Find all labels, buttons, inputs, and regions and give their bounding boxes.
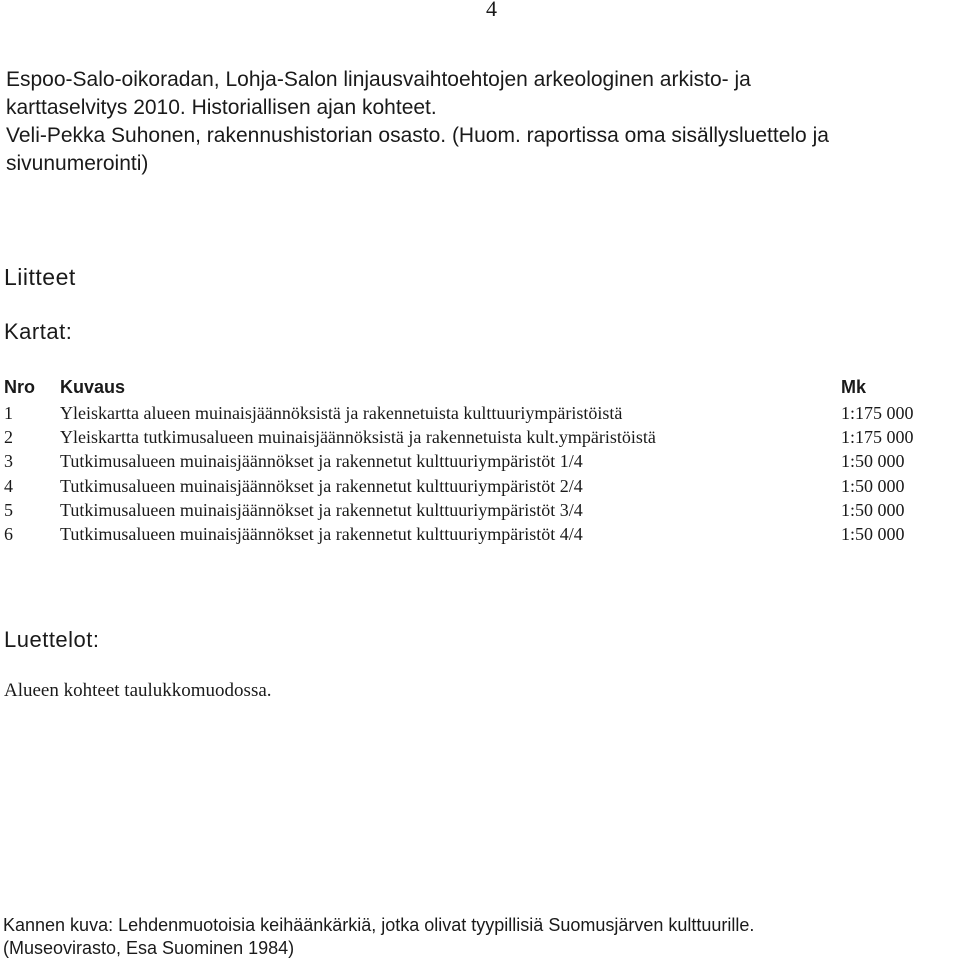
table-row [4, 498, 934, 522]
table-row [4, 450, 934, 474]
table-row [4, 474, 934, 498]
cell-kuvaus: Tutkimusalueen muinaisjäännökset ja rakennetut kulttuuriympäristöt 1/4 [60, 451, 583, 472]
page-number: 4 [486, 0, 497, 21]
cover-caption-credit: (Museovirasto, Esa Suominen 1984) [3, 938, 295, 958]
cell-kuvaus: Tutkimusalueen muinaisjäännökset ja rakennetut kulttuuriympäristöt 3/4 [60, 499, 583, 520]
intro-line: Veli-Pekka Suhonen, rakennushistorian osasto. (Huom. raportissa oma sisällysluettelo ja [6, 124, 829, 147]
header-kuvaus: Kuvaus [60, 376, 126, 397]
intro-line: Espoo-Salo-oikoradan, Lohja-Salon linjausvaihtoehtojen arkeologinen arkisto- ja [6, 68, 751, 91]
table-row [4, 425, 934, 449]
cell-nro: 3 [4, 451, 13, 472]
cell-nro: 6 [4, 524, 13, 545]
cell-mk: 1:175 000 [841, 402, 914, 423]
table-row [4, 522, 934, 546]
cell-kuvaus: Yleiskartta alueen muinaisjäännöksistä ja rakennetuista kulttuuriympäristöistä [60, 402, 623, 423]
cover-caption-line: Kannen kuva: Lehdenmuotoisia keihäänkärkiä, jotka olivat tyypillisiä Suomusjärven kulttuurille. [3, 915, 755, 935]
cell-kuvaus: Tutkimusalueen muinaisjäännökset ja rakennetut kulttuuriympäristöt 4/4 [60, 524, 583, 545]
header-mk: Mk [841, 376, 867, 397]
cover-caption [3, 914, 754, 960]
intro-paragraph [6, 66, 946, 178]
cell-kuvaus: Yleiskartta tutkimusalueen muinaisjäännöksistä ja rakennetuista kult.ympäristöistä [60, 426, 656, 447]
cell-nro: 5 [4, 499, 13, 520]
heading-luettelot: Luettelot: [4, 627, 100, 652]
intro-line: sivunumerointi) [6, 152, 149, 175]
cell-mk: 1:50 000 [841, 451, 905, 472]
header-nro: Nro [4, 376, 35, 397]
cell-mk: 1:50 000 [841, 475, 905, 496]
heading-liitteet: Liitteet [4, 264, 76, 290]
cell-nro: 2 [4, 426, 13, 447]
table-row [4, 401, 934, 425]
maps-table [4, 373, 934, 547]
table-header-row [4, 373, 934, 401]
cell-mk: 1:50 000 [841, 499, 905, 520]
cell-mk: 1:50 000 [841, 524, 905, 545]
cell-nro: 4 [4, 475, 13, 496]
heading-kartat: Kartat: [4, 319, 73, 344]
cell-nro: 1 [4, 402, 13, 423]
cell-mk: 1:175 000 [841, 426, 914, 447]
cell-kuvaus: Tutkimusalueen muinaisjäännökset ja rakennetut kulttuuriympäristöt 2/4 [60, 475, 583, 496]
luettelot-text: Alueen kohteet taulukkomuodossa. [4, 680, 272, 701]
intro-line: karttaselvitys 2010. Historiallisen ajan kohteet. [6, 96, 437, 119]
